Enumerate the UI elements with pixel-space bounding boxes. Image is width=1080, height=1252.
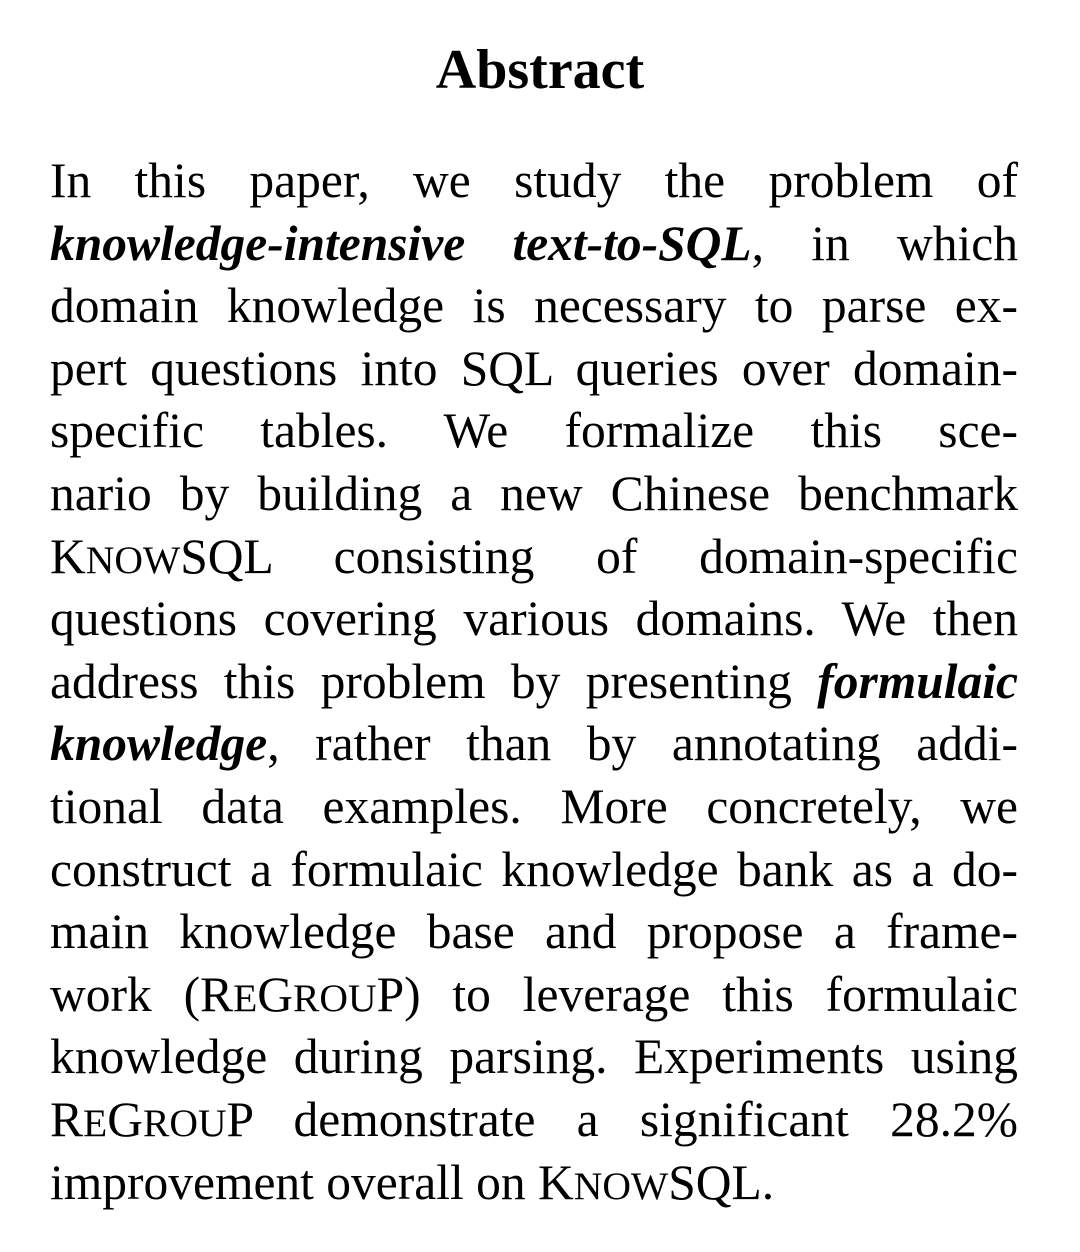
line-text: G (257, 966, 294, 1022)
line-text: address this problem by presenting (50, 653, 818, 709)
line-text: knowledge during parsing. Experiments using (50, 1029, 1018, 1085)
emphasis-text: knowledge-intensive text-to-SQL (50, 215, 752, 271)
abstract-line (50, 1152, 1018, 1215)
line-text: In this paper, we study the problem of (50, 153, 1018, 208)
line-text: , in which (751, 215, 1018, 271)
small-caps-text: E (83, 1100, 108, 1145)
abstract-line (50, 651, 1018, 714)
line-text: R (50, 1091, 84, 1147)
abstract-line (50, 1089, 1018, 1152)
emphasis-text: knowledge (50, 716, 268, 772)
abstract-line (50, 901, 1018, 964)
line-text: tional data examples. More concretely, we (50, 778, 1018, 834)
abstract-line (50, 150, 1018, 213)
abstract-line (50, 776, 1018, 839)
line-text: domain knowledge is necessary to parse ex- (50, 278, 1018, 334)
line-text: SQL. (668, 1154, 775, 1210)
line-text: SQL consisting of domain-specific (180, 528, 1018, 584)
abstract-line (50, 526, 1018, 589)
small-caps-text: ROU (293, 975, 377, 1020)
line-text: P demonstrate a significant 28.2% (226, 1091, 1018, 1147)
small-caps-text: NOW (85, 537, 181, 582)
abstract-line (50, 713, 1018, 776)
abstract-body (50, 150, 1018, 1214)
abstract-line (50, 275, 1018, 338)
line-text: pert questions into SQL queries over domain- (50, 340, 1018, 396)
abstract-line (50, 839, 1018, 902)
line-text: construct a formulaic knowledge bank as a do- (50, 841, 1018, 897)
line-text: nario by building a new Chinese benchmark (50, 465, 1018, 521)
abstract-line (50, 213, 1018, 276)
line-text: work (R (50, 966, 234, 1022)
line-text: questions covering various domains. We then (50, 591, 1018, 647)
abstract-title: Abstract (435, 39, 645, 101)
line-text: P) to leverage this formulaic (376, 966, 1018, 1022)
line-text: K (50, 528, 86, 584)
line-text: G (107, 1091, 143, 1147)
abstract-line (50, 400, 1018, 463)
small-caps-text: NOW (573, 1163, 669, 1208)
small-caps-text: ROU (142, 1100, 227, 1145)
abstract-line (50, 1026, 1018, 1089)
abstract-line (50, 964, 1018, 1027)
line-text: improvement overall on K (50, 1154, 574, 1210)
line-text: , rather than by annotating addi- (267, 716, 1018, 772)
line-text: specific tables. We formalize this sce- (50, 403, 1018, 459)
abstract-line (50, 338, 1018, 401)
small-caps-text: E (233, 975, 258, 1020)
abstract-line (50, 463, 1018, 526)
line-text: main knowledge base and propose a frame- (50, 904, 1018, 960)
emphasis-text: formulaic (817, 653, 1018, 709)
abstract-line (50, 588, 1018, 651)
